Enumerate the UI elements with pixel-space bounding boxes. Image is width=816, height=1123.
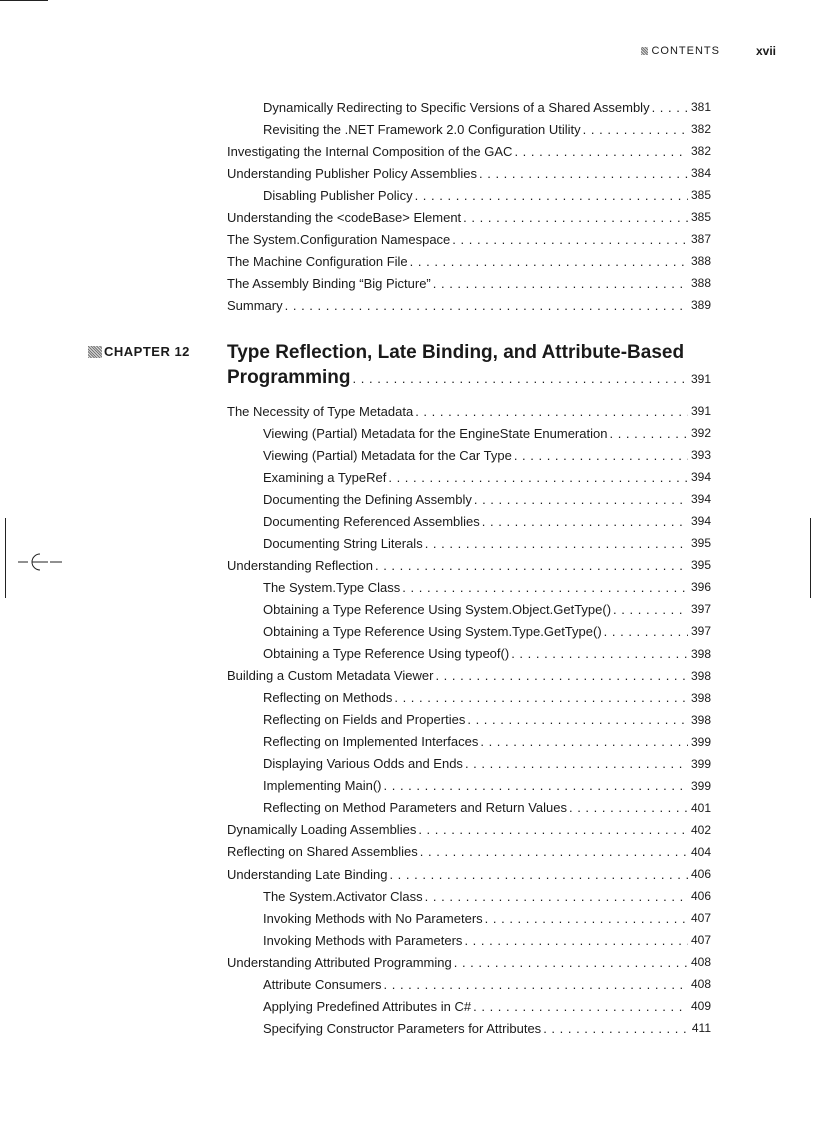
leader-dots xyxy=(420,844,688,859)
toc-entry[interactable] xyxy=(227,532,711,554)
toc-entry[interactable] xyxy=(227,973,711,995)
toc-entry[interactable] xyxy=(227,731,711,753)
toc-entry-page: 398 xyxy=(688,691,711,705)
toc-entry-title: Understanding Publisher Policy Assemblies xyxy=(227,165,478,181)
toc-entry-title: Understanding Reflection xyxy=(227,557,373,573)
leader-dots xyxy=(454,955,688,970)
toc-entry-title: Obtaining a Type Reference Using typeof() xyxy=(263,646,510,662)
toc-entry-page: 388 xyxy=(688,254,711,268)
toc-entry-page: 395 xyxy=(688,558,711,572)
toc-entry-page: 409 xyxy=(688,999,711,1013)
toc-entry-page: 411 xyxy=(689,1021,711,1035)
toc-entry-title: Dynamically Redirecting to Specific Versions of a Shared Assembly xyxy=(263,99,650,115)
toc-entry[interactable] xyxy=(227,422,711,444)
toc-entry[interactable] xyxy=(227,598,711,620)
leader-dots xyxy=(402,580,688,595)
leader-dots xyxy=(473,999,688,1014)
toc-entry-title: Reflecting on Fields and Properties xyxy=(263,712,466,728)
toc-entry-page: 391 xyxy=(688,404,711,418)
leader-dots xyxy=(389,867,688,882)
toc-entry[interactable] xyxy=(227,206,711,228)
toc-entry-page: 408 xyxy=(688,955,711,969)
leader-dots xyxy=(464,933,688,948)
leader-dots xyxy=(514,144,688,159)
toc-entry-page: 387 xyxy=(688,232,711,246)
toc-entry[interactable] xyxy=(227,162,711,184)
toc-entry-title: Building a Custom Metadata Viewer xyxy=(227,668,434,684)
leader-dots xyxy=(384,778,688,793)
toc-entry[interactable] xyxy=(227,184,711,206)
leader-dots xyxy=(418,822,688,837)
toc-entry[interactable] xyxy=(227,140,711,162)
toc-entry[interactable] xyxy=(227,228,711,250)
leader-dots xyxy=(435,668,688,683)
toc-entry[interactable] xyxy=(227,488,711,510)
toc-entry-title: Disabling Publisher Policy xyxy=(263,187,413,203)
leader-dots xyxy=(415,404,688,419)
toc-entry-page: 394 xyxy=(688,492,711,506)
toc-entry[interactable] xyxy=(227,620,711,642)
toc-entry-title: Examining a TypeRef xyxy=(263,469,387,485)
toc-entry-title: Reflecting on Implemented Interfaces xyxy=(263,734,479,750)
toc-entry[interactable] xyxy=(227,510,711,532)
toc-entry[interactable] xyxy=(227,995,711,1017)
toc-entry[interactable] xyxy=(227,709,711,731)
running-head-section: CONTENTS xyxy=(651,45,720,57)
leader-dots xyxy=(433,276,688,291)
toc-entry-title: The System.Configuration Namespace xyxy=(227,231,451,247)
toc-entry-page: 382 xyxy=(688,144,711,158)
leader-dots xyxy=(425,889,688,904)
toc-entry[interactable] xyxy=(227,907,711,929)
toc-entry[interactable] xyxy=(227,444,711,466)
toc-entry[interactable] xyxy=(227,885,711,907)
toc-entry-page: 394 xyxy=(688,514,711,528)
toc-entry[interactable] xyxy=(227,687,711,709)
toc-entry-page: 404 xyxy=(688,845,711,859)
leader-dots xyxy=(514,448,688,463)
leader-dots xyxy=(479,166,688,181)
leader-dots xyxy=(652,100,688,115)
toc-entry-page: 402 xyxy=(688,823,711,837)
toc-entry-title: Investigating the Internal Composition of the GAC xyxy=(227,143,513,159)
crop-mark-right xyxy=(810,518,811,598)
toc-entry-page: 408 xyxy=(688,977,711,991)
leader-dots xyxy=(415,188,688,203)
toc-entry-page: 399 xyxy=(688,757,711,771)
toc-entry-page: 396 xyxy=(688,580,711,594)
leader-dots xyxy=(375,558,688,573)
toc-entry[interactable] xyxy=(227,576,711,598)
toc-entry-title: The Machine Configuration File xyxy=(227,253,408,269)
leader-dots xyxy=(353,366,688,391)
leader-dots xyxy=(583,122,688,137)
chapter-title-line2: Programming xyxy=(227,367,351,388)
toc-entry-page: 388 xyxy=(688,276,711,290)
toc-entry-page: 397 xyxy=(688,624,711,638)
toc-entry-title: The System.Activator Class xyxy=(263,888,423,904)
toc-entry[interactable] xyxy=(227,775,711,797)
toc-entry-page: 395 xyxy=(688,536,711,550)
toc-entry-title: The Assembly Binding “Big Picture” xyxy=(227,275,431,291)
leader-dots xyxy=(511,646,688,661)
leader-dots xyxy=(485,911,688,926)
toc-entry-title: Obtaining a Type Reference Using System.Type.GetType() xyxy=(263,623,602,639)
toc-entry-title: Dynamically Loading Assemblies xyxy=(227,822,417,838)
leader-dots xyxy=(604,624,688,639)
leader-dots xyxy=(480,734,688,749)
toc-entry-page: 398 xyxy=(688,713,711,727)
toc-entry[interactable] xyxy=(227,643,711,665)
toc-entry-page: 398 xyxy=(688,669,711,683)
leader-dots xyxy=(410,254,688,269)
toc-entry-title: Invoking Methods with Parameters xyxy=(263,932,463,948)
chapter-title-line1: Type Reflection, Late Binding, and Attribute-Based xyxy=(227,342,685,363)
toc-entry-page: 398 xyxy=(688,647,711,661)
toc-entry-title: Understanding Late Binding xyxy=(227,866,388,882)
toc-entry-page: 401 xyxy=(688,801,711,815)
toc-entry-title: Revisiting the .NET Framework 2.0 Configuration Utility xyxy=(263,121,581,137)
toc-entry-title: Understanding the <codeBase> Element xyxy=(227,209,462,225)
toc-entry-title: Obtaining a Type Reference Using System.Object.GetType() xyxy=(263,601,612,617)
toc-entry-page: 399 xyxy=(688,779,711,793)
leader-dots xyxy=(384,977,688,992)
chapter-page-number: 391 xyxy=(688,367,711,392)
toc-entry[interactable] xyxy=(227,466,711,488)
toc-entry-page: 385 xyxy=(688,188,711,202)
toc-entry-title: Summary xyxy=(227,297,283,313)
leader-dots xyxy=(388,470,688,485)
toc-entry[interactable] xyxy=(227,400,711,422)
toc-entry-title: Viewing (Partial) Metadata for the Car Type xyxy=(263,447,512,463)
running-head xyxy=(641,44,776,58)
toc-entry-title: Understanding Attributed Programming xyxy=(227,954,452,970)
page-folio: xvii xyxy=(755,44,776,58)
toc-entry[interactable] xyxy=(227,250,711,272)
chapter-tag xyxy=(88,344,190,359)
toc-entry-page: 392 xyxy=(688,426,711,440)
toc-entry-title: Documenting Referenced Assemblies xyxy=(263,513,480,529)
toc-entry-title: Implementing Main() xyxy=(263,778,382,794)
toc-entry-page: 381 xyxy=(688,100,711,114)
toc-entry-page: 406 xyxy=(688,867,711,881)
toc-entry[interactable] xyxy=(227,929,711,951)
toc-entry-title: Attribute Consumers xyxy=(263,976,382,992)
registration-mark-icon xyxy=(18,548,62,576)
toc-entry-page: 397 xyxy=(688,602,711,616)
toc-entry[interactable] xyxy=(227,554,711,576)
toc-entry[interactable] xyxy=(227,272,711,294)
toc-entry[interactable] xyxy=(227,118,711,140)
toc-entry-page: 394 xyxy=(688,470,711,484)
toc-entry-page: 407 xyxy=(688,911,711,925)
toc-entry-title: Specifying Constructor Parameters for Attributes xyxy=(263,1020,542,1036)
toc-entry[interactable] xyxy=(227,841,711,863)
leader-dots xyxy=(452,232,688,247)
toc-entry-title: Reflecting on Methods xyxy=(263,690,393,706)
toc-entry-page: 406 xyxy=(688,889,711,903)
leader-dots xyxy=(425,536,688,551)
leader-dots xyxy=(465,756,688,771)
toc-entry-title: Invoking Methods with No Parameters xyxy=(263,910,483,926)
chapter-marker-icon xyxy=(88,346,102,358)
leader-dots xyxy=(394,690,688,705)
leader-dots xyxy=(482,514,688,529)
toc-entry[interactable] xyxy=(227,951,711,973)
toc-chapter-list xyxy=(227,400,711,1039)
toc-entry[interactable] xyxy=(227,797,711,819)
toc-entry[interactable] xyxy=(227,819,711,841)
toc-entry[interactable] xyxy=(227,863,711,885)
toc-entry-page: 382 xyxy=(688,122,711,136)
toc-entry-title: Documenting the Defining Assembly xyxy=(263,491,472,507)
leader-dots xyxy=(474,492,688,507)
toc-entry-page: 393 xyxy=(688,448,711,462)
toc-entry-title: Reflecting on Method Parameters and Return Values xyxy=(263,800,567,816)
leader-dots xyxy=(285,298,688,313)
leader-dots xyxy=(609,426,688,441)
toc-continued-list xyxy=(227,96,711,316)
toc-entry-title: Viewing (Partial) Metadata for the EngineState Enumeration xyxy=(263,425,608,441)
toc-entry-title: The System.Type Class xyxy=(263,579,401,595)
leader-dots xyxy=(543,1021,689,1036)
toc-entry-page: 399 xyxy=(688,735,711,749)
toc-entry-title: The Necessity of Type Metadata xyxy=(227,403,414,419)
toc-entry-title: Applying Predefined Attributes in C# xyxy=(263,998,472,1014)
leader-dots xyxy=(463,210,688,225)
section-marker-icon xyxy=(641,47,648,55)
toc-entry-page: 407 xyxy=(688,933,711,947)
leader-dots xyxy=(613,602,688,617)
toc-entry-title: Displaying Various Odds and Ends xyxy=(263,756,463,772)
leader-dots xyxy=(569,800,688,815)
crop-mark-left xyxy=(5,518,6,598)
crop-mark-top xyxy=(0,0,48,1)
toc-entry-page: 389 xyxy=(688,298,711,312)
toc-entry-page: 384 xyxy=(688,166,711,180)
toc-entry-page: 385 xyxy=(688,210,711,224)
chapter-title xyxy=(227,340,711,392)
toc-entry[interactable] xyxy=(227,96,711,118)
chapter-number: CHAPTER 12 xyxy=(104,344,190,359)
toc-entry[interactable] xyxy=(227,1017,711,1039)
toc-entry-title: Documenting String Literals xyxy=(263,535,423,551)
toc-entry[interactable] xyxy=(227,665,711,687)
toc-entry[interactable] xyxy=(227,294,711,316)
toc-entry-title: Reflecting on Shared Assemblies xyxy=(227,844,418,860)
leader-dots xyxy=(467,712,688,727)
toc-entry[interactable] xyxy=(227,753,711,775)
